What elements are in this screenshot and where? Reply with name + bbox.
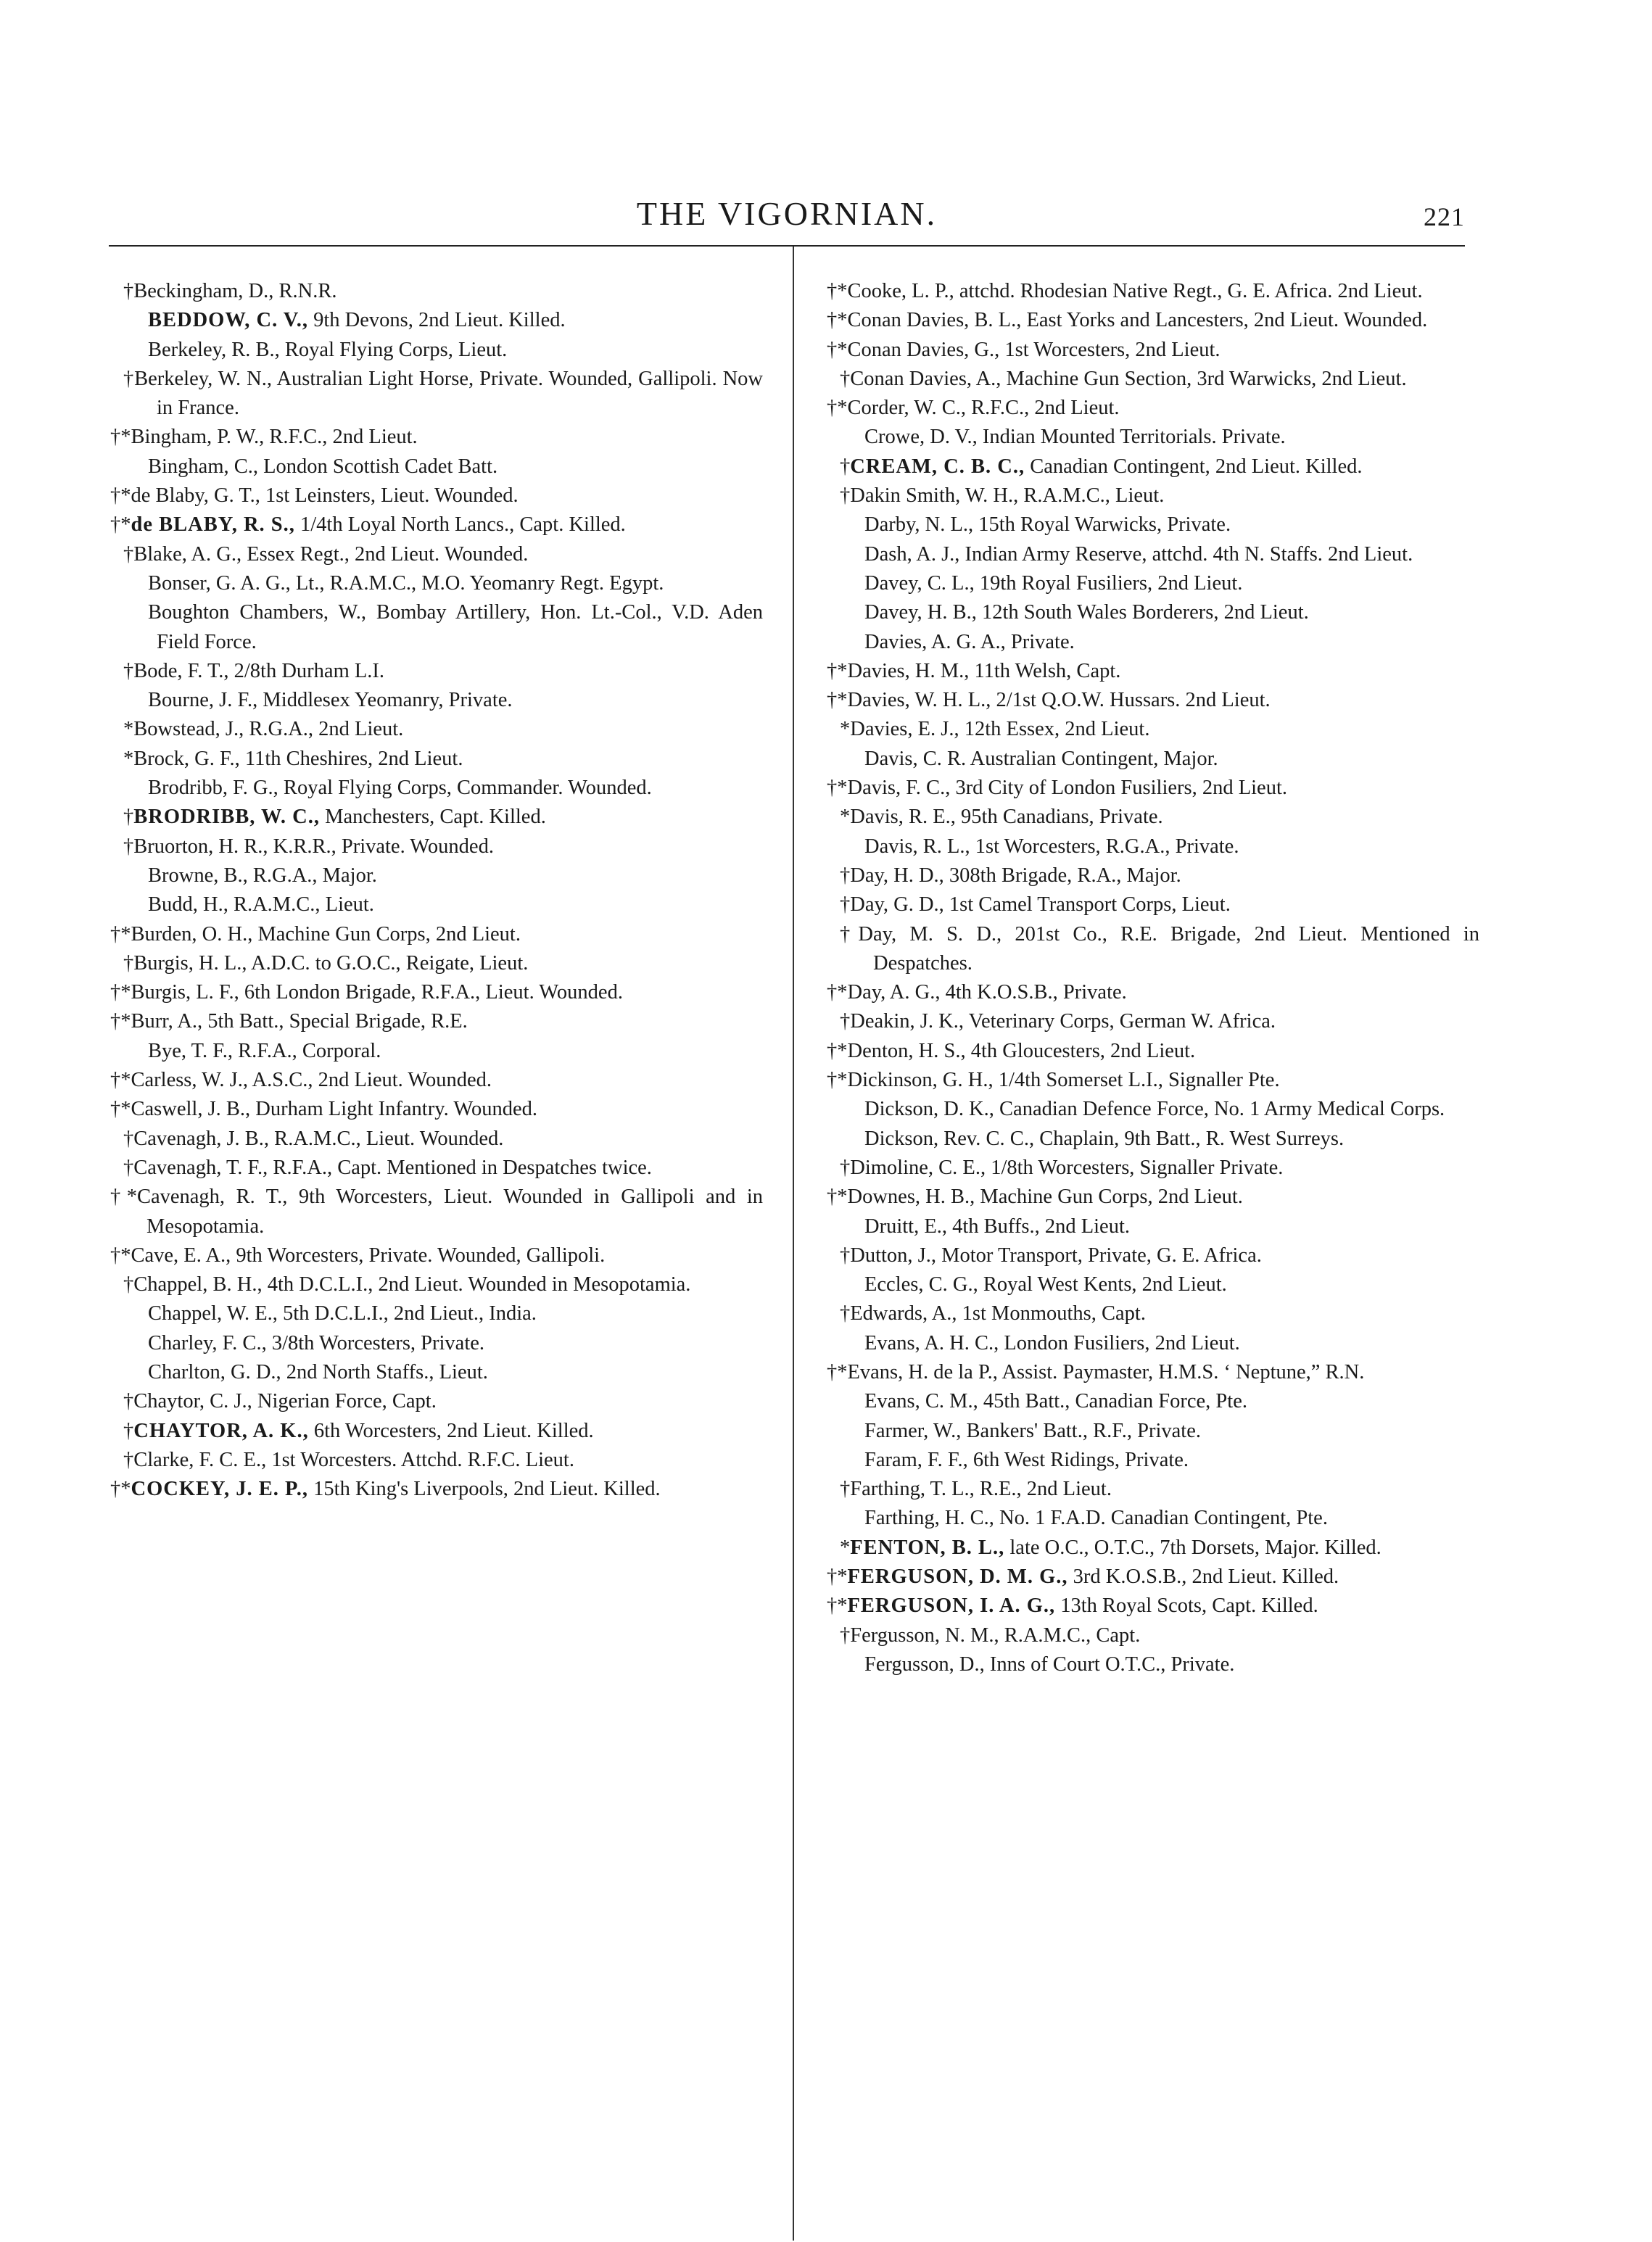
roll-entry: †Bode, F. T., 2/8th Durham L.I. [123, 659, 385, 682]
roll-entry: Chappel, W. E., 5th D.C.L.I., 2nd Lieut., India. [148, 1302, 537, 1325]
roll-entry: Druitt, E., 4th Buffs., 2nd Lieut. [864, 1215, 1130, 1238]
roll-entry: Bye, T. F., R.F.A., Corporal. [148, 1039, 381, 1062]
roll-entry: *Davies, E. J., 12th Essex, 2nd Lieut. [840, 718, 1150, 741]
page-number: 221 [1424, 202, 1465, 231]
roll-entry: †*COCKEY, J. E. P., 15th King's Liverpools, 2nd Lieut. Killed. [110, 1478, 661, 1501]
roll-entry: Evans, C. M., 45th Batt., Canadian Force, Pte. [864, 1390, 1247, 1413]
roll-entry: Berkeley, R. B., Royal Flying Corps, Lieut. [148, 338, 508, 361]
roll-entry: Boughton Chambers, W., Bombay Artillery, Hon. Lt.-Col., V.D. Aden Field Force. [148, 601, 763, 653]
roll-entry: BEDDOW, C. V., 9th Devons, 2nd Lieut. Killed. [148, 309, 566, 332]
roll-entry: †*Evans, H. de la P., Assist. Paymaster, H.M.S. ‘ Neptune,” R.N. [827, 1360, 1365, 1383]
roll-entry: †Cavenagh, T. F., R.F.A., Capt. Mentioned in Despatches twice. [123, 1156, 652, 1179]
roll-entry: †*Corder, W. C., R.F.C., 2nd Lieut. [827, 397, 1120, 420]
roll-entry: Browne, B., R.G.A., Major. [148, 864, 377, 887]
roll-entry: †*Day, A. G., 4th K.O.S.B., Private. [827, 981, 1127, 1004]
roll-entry: †*de Blaby, G. T., 1st Leinsters, Lieut. Wounded. [110, 484, 519, 508]
roll-entry: Farmer, W., Bankers' Batt., R.F., Private. [864, 1419, 1202, 1442]
roll-entry: †*Caswell, J. B., Durham Light Infantry. Wounded. [110, 1098, 537, 1121]
roll-entry: †BRODRIBB, W. C., Manchesters, Capt. Killed. [123, 806, 546, 829]
roll-entry: †*Dickinson, G. H., 1/4th Somerset L.I., Signaller Pte. [827, 1069, 1280, 1092]
roll-entry: †*Downes, H. B., Machine Gun Corps, 2nd Lieut. [827, 1186, 1243, 1209]
roll-entry: Dickson, Rev. C. C., Chaplain, 9th Batt., R. West Surreys. [864, 1127, 1345, 1150]
roll-entry: †*Carless, W. J., A.S.C., 2nd Lieut. Wounded. [110, 1069, 492, 1092]
roll-entry: Dash, A. J., Indian Army Reserve, attchd. 4th N. Staffs. 2nd Lieut. [864, 542, 1413, 566]
roll-entry: †*FERGUSON, D. M. G., 3rd K.O.S.B., 2nd Lieut. Killed. [827, 1565, 1339, 1589]
roll-entry: †Chappel, B. H., 4th D.C.L.I., 2nd Lieut. Wounded in Mesopotamia. [123, 1273, 691, 1296]
roll-entry: †Day, M. S. D., 201st Co., R.E. Brigade, 2nd Lieut. Mentioned in Despatches. [840, 922, 1479, 975]
roll-entry: †*Burgis, L. F., 6th London Brigade, R.F.A., Lieut. Wounded. [110, 981, 623, 1004]
roll-entry: *FENTON, B. L., late O.C., O.T.C., 7th Dorsets, Major. Killed. [840, 1536, 1382, 1559]
roll-entry: †Day, G. D., 1st Camel Transport Corps, Lieut. [840, 893, 1231, 917]
roll-entry: †Dutton, J., Motor Transport, Private, G. E. Africa. [840, 1244, 1262, 1267]
roll-entry: *Davis, R. E., 95th Canadians, Private. [840, 806, 1163, 829]
column-divider [793, 247, 794, 2241]
right-column [827, 277, 1479, 1679]
roll-entry: †Edwards, A., 1st Monmouths, Capt. [840, 1302, 1146, 1325]
roll-entry: Dickson, D. K., Canadian Defence Force, No. 1 Army Medical Corps. [864, 1098, 1445, 1121]
roll-entry: †Beckingham, D., R.N.R. [123, 280, 337, 302]
roll-entry: †*Cave, E. A., 9th Worcesters, Private. Wounded, Gallipoli. [110, 1244, 606, 1267]
roll-entry: Davis, R. L., 1st Worcesters, R.G.A., Private. [864, 835, 1239, 858]
roll-entry: †Conan Davies, A., Machine Gun Section, 3rd Warwicks, 2nd Lieut. [840, 367, 1407, 390]
roll-entry: Evans, A. H. C., London Fusiliers, 2nd Lieut. [864, 1331, 1240, 1354]
roll-entry: Davey, H. B., 12th South Wales Borderers, 2nd Lieut. [864, 601, 1309, 624]
roll-entry: †Farthing, T. L., R.E., 2nd Lieut. [840, 1478, 1112, 1501]
roll-entry: †*Bingham, P. W., R.F.C., 2nd Lieut. [110, 426, 418, 449]
roll-entry: †Bruorton, H. R., K.R.R., Private. Wounded. [123, 835, 494, 858]
roll-entry: †*Cavenagh, R. T., 9th Worcesters, Lieut. Wounded in Gallipoli and in Mesopotamia. [110, 1186, 763, 1238]
roll-entry: Fergusson, D., Inns of Court O.T.C., Private. [864, 1652, 1235, 1676]
roll-entry: †*Conan Davies, B. L., East Yorks and Lancesters, 2nd Lieut. Wounded. [827, 309, 1428, 332]
roll-entry: †Deakin, J. K., Veterinary Corps, German W. Africa. [840, 1010, 1276, 1033]
roll-entry: Brodribb, F. G., Royal Flying Corps, Commander. Wounded. [148, 777, 652, 800]
roll-entry: Davis, C. R. Australian Contingent, Major. [864, 747, 1218, 770]
roll-entry: †Cavenagh, J. B., R.A.M.C., Lieut. Wounded. [123, 1127, 504, 1150]
roll-entry: †Burgis, H. L., A.D.C. to G.O.C., Reigate, Lieut. [123, 951, 529, 975]
roll-entry: †*Burden, O. H., Machine Gun Corps, 2nd Lieut. [110, 922, 521, 946]
roll-entry: †*FERGUSON, I. A. G., 13th Royal Scots, Capt. Killed. [827, 1594, 1318, 1618]
roll-entry: †*Conan Davies, G., 1st Worcesters, 2nd Lieut. [827, 338, 1221, 361]
roll-entry: Davey, C. L., 19th Royal Fusiliers, 2nd Lieut. [864, 571, 1243, 595]
roll-entry: Darby, N. L., 15th Royal Warwicks, Private. [864, 513, 1231, 537]
roll-entry: *Brock, G. F., 11th Cheshires, 2nd Lieut. [123, 747, 463, 770]
roll-entry: Bourne, J. F., Middlesex Yeomanry, Private. [148, 689, 513, 712]
roll-entry: †Berkeley, W. N., Australian Light Horse, Private. Wounded, Gallipoli. Now in France. [123, 367, 763, 420]
roll-entry: Charlton, G. D., 2nd North Staffs., Lieut. [148, 1360, 488, 1383]
roll-entry: †CREAM, C. B. C., Canadian Contingent, 2nd Lieut. Killed. [840, 455, 1363, 478]
journal-title: THE VIGORNIAN. [636, 195, 938, 232]
roll-entry: †Day, H. D., 308th Brigade, R.A., Major. [840, 864, 1181, 887]
roll-entry: Crowe, D. V., Indian Mounted Territorials. Private. [864, 426, 1286, 449]
roll-entry: †Fergusson, N. M., R.A.M.C., Capt. [840, 1623, 1141, 1647]
roll-entry: †*de BLABY, R. S., 1/4th Loyal North Lancs., Capt. Killed. [110, 513, 626, 537]
roll-entry: †*Davies, W. H. L., 2/1st Q.O.W. Hussars. 2nd Lieut. [827, 689, 1271, 712]
roll-entry: †*Burr, A., 5th Batt., Special Brigade, R.E. [110, 1010, 468, 1033]
left-column [110, 277, 763, 1504]
roll-entry: †*Davies, H. M., 11th Welsh, Capt. [827, 659, 1121, 682]
header-rule [109, 245, 1465, 247]
roll-entry: Budd, H., R.A.M.C., Lieut. [148, 893, 374, 917]
roll-entry: †Chaytor, C. J., Nigerian Force, Capt. [123, 1390, 437, 1413]
roll-entry: †Blake, A. G., Essex Regt., 2nd Lieut. Wounded. [123, 542, 529, 566]
roll-entry: Faram, F. F., 6th West Ridings, Private. [864, 1448, 1189, 1471]
roll-entry: †CHAYTOR, A. K., 6th Worcesters, 2nd Lieut. Killed. [123, 1419, 594, 1442]
roll-entry: Davies, A. G. A., Private. [864, 630, 1075, 653]
roll-entry: *Bowstead, J., R.G.A., 2nd Lieut. [123, 718, 404, 741]
roll-entry: Eccles, C. G., Royal West Kents, 2nd Lieut. [864, 1273, 1227, 1296]
page-header [109, 194, 1465, 245]
roll-entry: †Clarke, F. C. E., 1st Worcesters. Attchd. R.F.C. Lieut. [123, 1448, 574, 1471]
roll-entry: †Dakin Smith, W. H., R.A.M.C., Lieut. [840, 484, 1165, 508]
roll-entry: †Dimoline, C. E., 1/8th Worcesters, Signaller Private. [840, 1156, 1284, 1179]
roll-entry: Farthing, H. C., No. 1 F.A.D. Canadian Contingent, Pte. [864, 1507, 1328, 1530]
roll-entry: Bingham, C., London Scottish Cadet Batt. [148, 455, 498, 478]
roll-entry: Charley, F. C., 3/8th Worcesters, Private. [148, 1331, 485, 1354]
roll-entry: Bonser, G. A. G., Lt., R.A.M.C., M.O. Yeomanry Regt. Egypt. [148, 571, 664, 595]
roll-entry: †*Denton, H. S., 4th Gloucesters, 2nd Lieut. [827, 1039, 1196, 1062]
roll-entry: †*Cooke, L. P., attchd. Rhodesian Native Regt., G. E. Africa. 2nd Lieut. [827, 280, 1423, 302]
roll-entry: †*Davis, F. C., 3rd City of London Fusiliers, 2nd Lieut. [827, 777, 1288, 800]
